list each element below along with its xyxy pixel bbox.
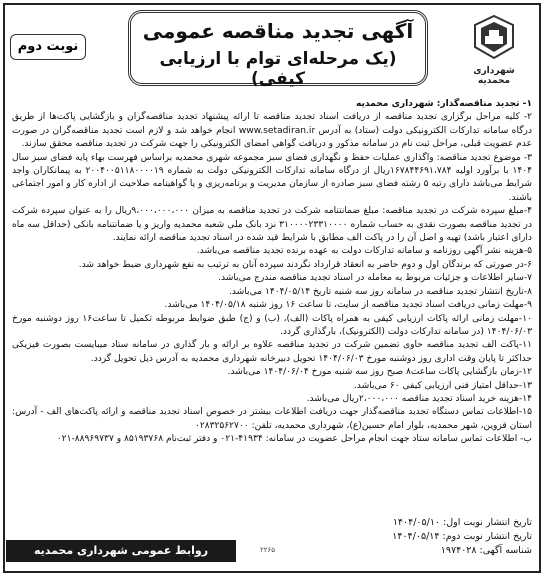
publication-info [332,516,532,558]
clause: ۱۵-اطلاعات تماس دستگاه تجدید مناقصه‌گذار جهت دریافت اطلاعات بیشتر در خصوص اسناد تجدید مناقصه و ارائه پاکت‌های الف - آدرس: استان قزوین، شهر محمدیه، بلوار امام حسین(ع)، شهرداری محمدیه، تلفن: ۰۲۸۳۲۵۶۲۷۰۰ [12,407,532,431]
round-badge: نوبت دوم [10,34,86,60]
clause: ۲- کلیه مراحل برگزاری تجدید مناقصه از دریافت اسناد تجدید مناقصه تا ارائه پیشنهاد تجدید مناقصه‌گران و بازگشایی پاکت‌ها از طریق درگاه سامانه تدارکات الکترونیکی دولت (ستاد) به آدرس www.setadiran.ir انجام خواهد شد و لازم است تجدید مناقصه‌گران در صورت عدم عضویت قبلی، مراحل ثبت نام در سامانه مذکور و دریافت گواهی امضای الکترونیکی را جهت شرکت در تجدید مناقصه محقق سازند. [12,112,532,150]
clause: ۱۳-حداقل امتیاز فنی ارزیابی کیفی ۶۰ می‌باشد. [353,380,532,391]
logo-emblem-icon [467,14,521,62]
clause: ۱۱-پاکت الف تجدید مناقصه حاوی تضمین شرکت در تجدید مناقصه علاوه بر ارائه و بار گذاری در سامانه ستاد میبایست بصورت فیزیکی حداکثر تا پایان وقت اداری روز دوشنبه مورخ ۱۴۰۴/۰۶/۰۳ تحویل دبیرخانه شهرداری محمدیه به آدرس ذیل تحویل گردد. [12,340,532,364]
public-relations-bar: روابط عمومی شهرداری محمدیه [6,540,236,562]
clause: ب- اطلاعات تماس سامانه ستاد جهت انجام مراحل عضویت در سامانه: ۴۱۹۳۴-۰۲۱ و دفتر ثبت‌نام ۸۵۱۹۳۷۶۸ و ۸۸۹۶۹۷۳۷-۰۲۱ [56,434,532,445]
logo-name: شهرداری محمدیه [473,66,515,86]
clause: ۱۴-هزینه خرید اسناد تجدید مناقصه ۲،۰۰۰،۰۰۰ریال می‌باشد. [306,393,532,404]
clause: ۷-سایر اطلاعات و جزئیات مربوط به معامله در اسناد تجدید مناقصه مندرج می‌باشد. [218,273,532,284]
ad-subtitle: (یک مرحله‌ای توام با ارزیابی کیفی) [159,49,397,89]
clause: ۱۲-زمان بازگشایی پاکات ساعت۸ صبح روز سه شنبه مورخ ۱۴۰۴/۰۶/۰۴ می‌باشد. [227,367,532,378]
clause: ۶-در صورتی که برندگان اول و دوم حاضر به انعقاد قرارداد نگردند سپرده آنان به ترتیب به نفع شهرداری ضبط خواهد شد. [78,259,532,270]
ad-header [8,8,536,94]
clause: ۴-مبلغ سپرده شرکت در تجدید مناقصه: مبلغ ضمانتنامه شرکت در تجدید مناقصه به میزان ۹،۰۰۰،۰۰۰،۰۰۰ریال را به عنوان سپرده شرکت در تجدید مناقصه بصورت نقدی به حساب شماره ۳۱۰۰۰۰۲۳۳۱۰۰۰۰ نزد بانک ملی شعبه محمدیه واریز و یا ضمانتنامه بانکی (حداقل سه ماه دارای اعتبار باشد) تهیه و اصل آن را در پاکت الف مطابق با شرایط قید شده در اسناد تجدید مناقصه ارائه نمایند. [12,206,533,244]
title-box [128,10,428,89]
clause: ۳- موضوع تجدید مناقصه: واگذاری عملیات حفظ و نگهداری فضای سبز مجموعه شهری محمدیه براساس فهرست بهاء پایه فضای سبز سال ۱۴۰۴ با برآورد اولیه ۱۶۷۸۴۴۶۹۱،۷۸۴ریال از درگاه سامانه تدارکات الکترونیکی دولت به شماره ۲۰۰۴۰۰۵۱۱۸۰۰۰۰۱۹ به پیمانکاران واجد شرایط می‌باشد دارای رتبه ۵ رشته فضای سبز صادره از سازمان مدیریت و برنامه‌ریزی و یا گواهینامه صلاحیت از اداره کار و امور اجتماعی باشند. [12,152,532,203]
clause: ۱- تجدید مناقصه‌گذار: شهرداری محمدیه [355,99,532,109]
ad-identifier: شناسه آگهی: ۱۹۷۴۰۲۸ [440,545,532,556]
clause: ۸-تاریخ انتشار تجدید مناقصه در سامانه روز سه شنبه تاریخ ۱۴۰۴/۰۵/۱۴ می‌باشد. [229,286,532,297]
second-publication-date: تاریخ انتشار نوبت دوم: ۱۴۰۴/۰۵/۱۴ [392,531,532,542]
ad-body [12,98,532,528]
ad-footer [6,517,538,570]
ad-title: آگهی تجدید مناقصه عمومی [142,19,414,43]
first-publication-date: تاریخ انتشار نوبت اول: ۱۴۰۴/۰۵/۱۰ [392,517,532,528]
clause: ۱۰-مهلت زمانی ارائه پاکات ارزیابی کیفی به همراه پاکات (الف)، (ب) و (ج) طبق ضوابط مربوطه تکمیل تا ساعت۱۶ روز دوشنبه مورخ ۱۴۰۴/۰۶/۰۳ (در سامانه تدارکات دولت (الکترونیک)، بارگذاری گردد. [12,313,532,337]
clause: ۹-مهلت زمانی دریافت اسناد تجدید مناقصه از سایت، تا ساعت ۱۶ روز شنبه ۱۴۰۴/۰۵/۱۸ می‌باشد. [164,300,532,311]
municipality-logo [458,14,530,94]
page-number: ۲۲۶۵ [260,546,276,554]
clause: ۵-هزینه نشر آگهی روزنامه و سامانه تدارکات دولت به عهده برنده تجدید مناقصه می‌باشد. [196,246,532,257]
